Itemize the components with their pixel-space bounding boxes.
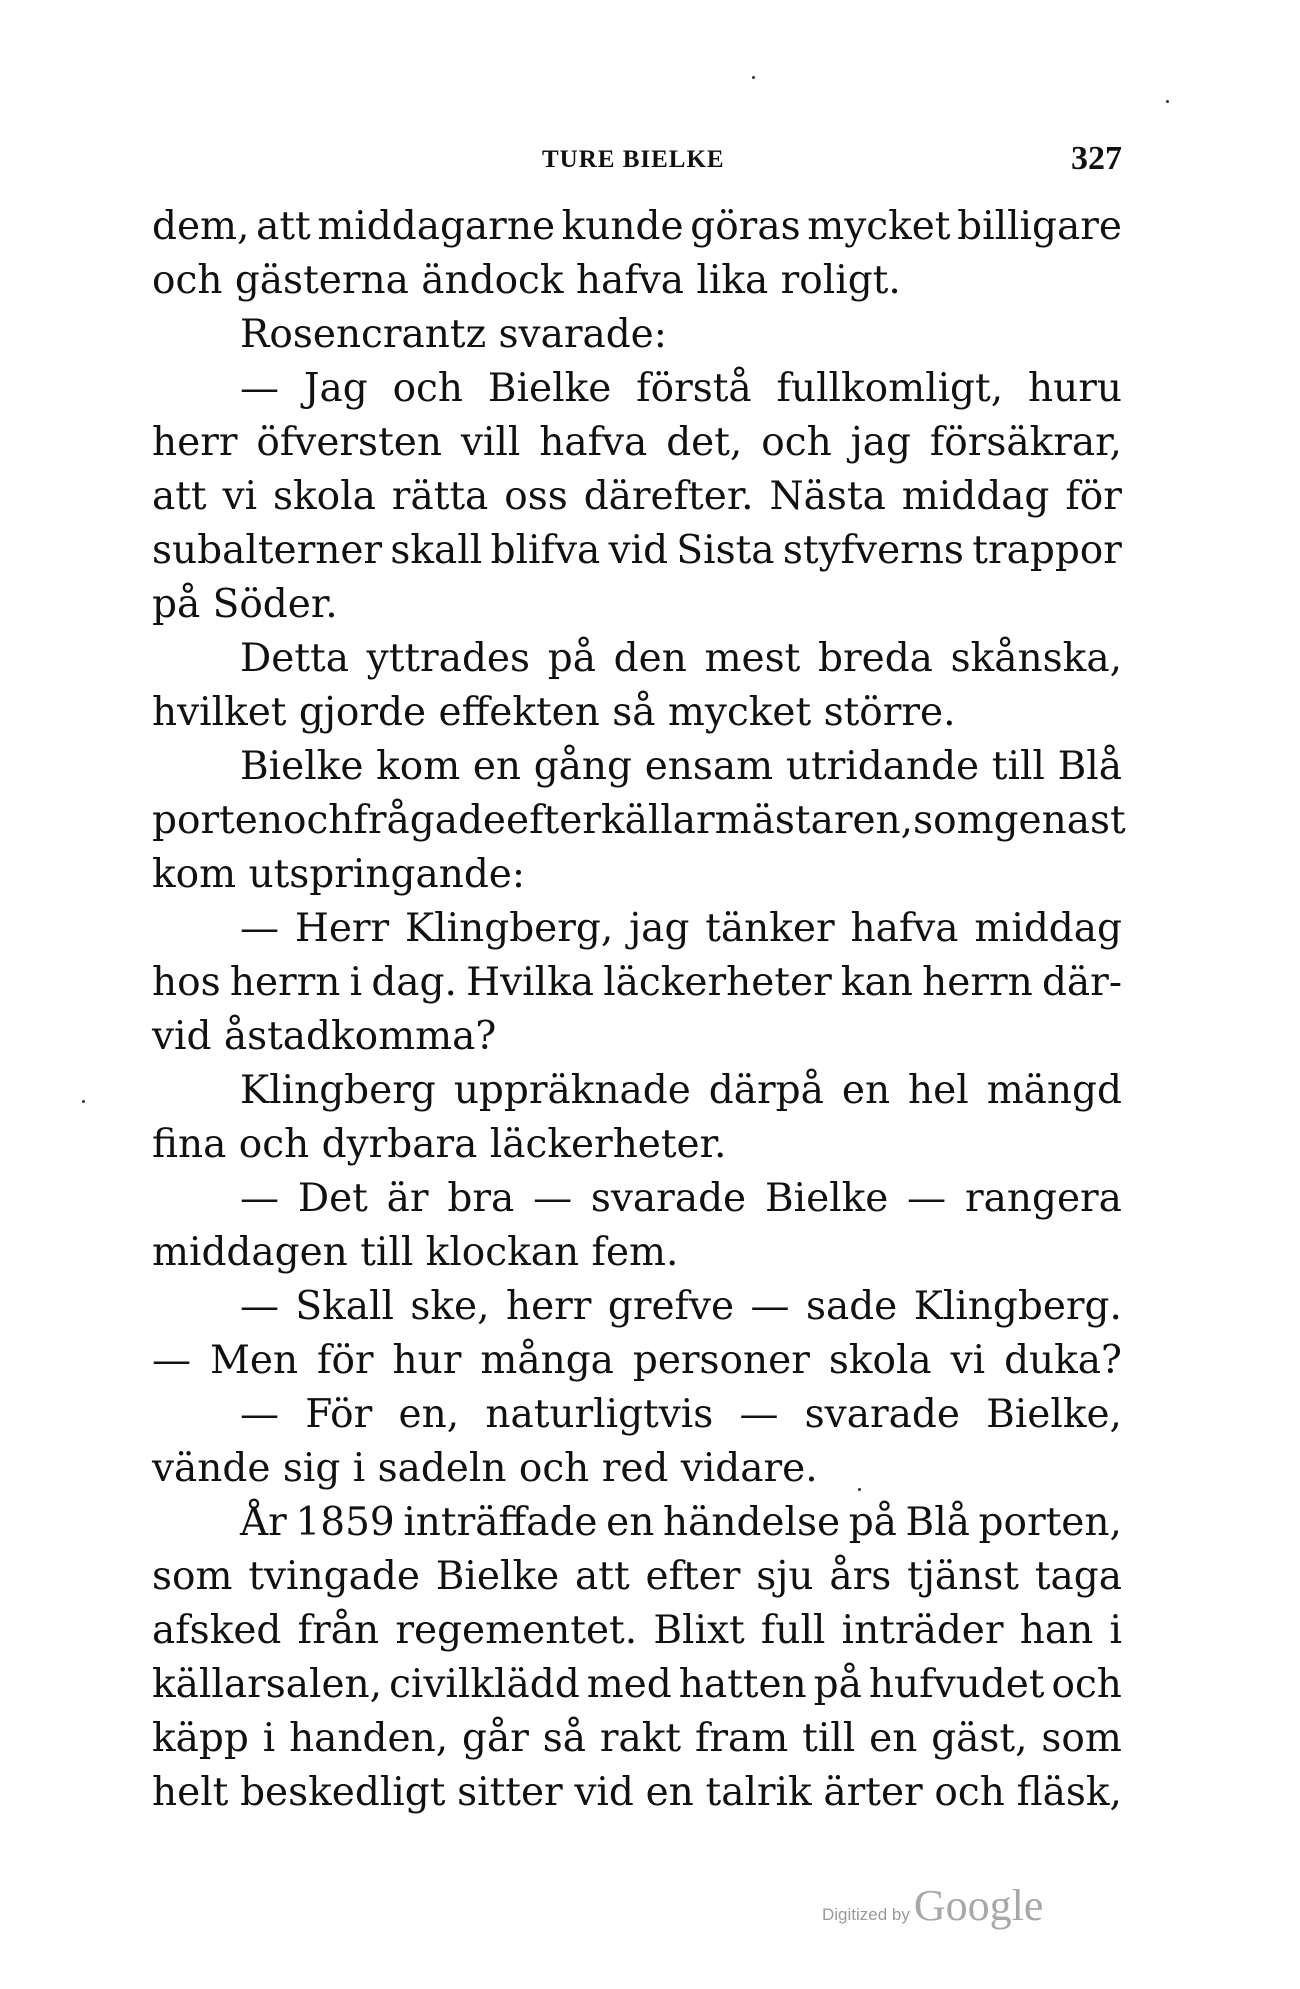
scan-speck <box>1166 100 1169 103</box>
word: vid <box>608 528 669 573</box>
word: mängd <box>986 1068 1122 1113</box>
word: käpp <box>152 1716 249 1761</box>
word: ärter <box>823 1770 923 1815</box>
word: svarade <box>804 1392 960 1437</box>
word: hos <box>152 960 221 1005</box>
word: och <box>934 1770 1005 1815</box>
word: huru <box>1027 366 1122 411</box>
word: genast <box>993 798 1126 843</box>
word: naturligtvis <box>485 1392 714 1437</box>
word: vi <box>950 1338 986 1383</box>
word: — <box>240 906 279 951</box>
word: öfversten <box>256 420 442 465</box>
text-line <box>152 740 1122 794</box>
word: Blå <box>1057 744 1122 789</box>
word: hur <box>392 1338 462 1383</box>
word: en <box>869 1716 918 1761</box>
word: herr <box>152 420 238 465</box>
word: i <box>349 960 363 1005</box>
word: subalterner <box>152 528 383 573</box>
word: Det <box>297 1176 368 1221</box>
word: att <box>256 204 311 249</box>
word: inträffade <box>403 1500 598 1545</box>
word: tjänst <box>907 1554 1019 1599</box>
text-line: hvilket gjorde effekten så mycket större. <box>152 690 956 735</box>
word: på <box>547 636 596 681</box>
text-line <box>152 902 1122 956</box>
word: många <box>480 1338 614 1383</box>
word: en <box>472 744 522 789</box>
word: källarmästaren, <box>600 798 914 843</box>
word: regementet. <box>395 1608 638 1653</box>
scan-speck <box>858 1488 861 1491</box>
word: en, <box>398 1392 460 1437</box>
word: — <box>240 1176 279 1221</box>
word: Nästa <box>769 474 886 519</box>
word: så <box>542 1716 586 1761</box>
word: mycket <box>807 204 951 249</box>
word: tvingade <box>248 1554 420 1599</box>
text-line <box>152 1604 1122 1658</box>
word: middag <box>974 906 1122 951</box>
word: en <box>606 1500 655 1545</box>
word: som <box>913 798 994 843</box>
word: hel <box>908 1068 969 1113</box>
text-line: på Söder. <box>152 582 338 627</box>
text-line <box>152 1712 1122 1766</box>
word: — <box>152 1338 191 1383</box>
word: Herr <box>294 906 390 951</box>
word: uppräknade <box>453 1068 691 1113</box>
word: Detta <box>240 636 349 681</box>
word: Klingberg. <box>913 1284 1122 1329</box>
word: sju <box>756 1554 814 1599</box>
word: att <box>575 1554 630 1599</box>
word: Bielke, <box>986 1392 1122 1437</box>
word: bra <box>447 1176 515 1221</box>
word: är <box>386 1176 429 1221</box>
word: det, <box>666 420 743 465</box>
word: som <box>1041 1716 1122 1761</box>
word: mest <box>704 636 801 681</box>
word: efter <box>506 798 601 843</box>
word: händelse <box>662 1500 841 1545</box>
word: — <box>240 1284 279 1329</box>
text-line: middagen till klockan fem. <box>152 1230 679 1275</box>
word: Bielke <box>487 366 612 411</box>
text-line <box>152 1496 1122 1550</box>
word: porten, <box>978 1500 1122 1545</box>
word: års <box>829 1554 892 1599</box>
text-line <box>152 1064 1122 1118</box>
word: hafva <box>850 906 959 951</box>
word: att <box>152 474 207 519</box>
word: hatten <box>678 1662 807 1707</box>
word: fram <box>694 1716 789 1761</box>
word: därefter. <box>583 474 754 519</box>
scan-speck <box>752 76 755 79</box>
word: — <box>739 1392 779 1437</box>
word: för <box>1065 474 1122 519</box>
word: beskedligt <box>240 1770 446 1815</box>
word: gång <box>533 744 633 789</box>
word: Jag <box>303 366 368 411</box>
word: skola <box>828 1338 932 1383</box>
scan-speck <box>82 1100 85 1103</box>
word: på <box>813 1662 862 1707</box>
word: vid <box>574 1770 634 1815</box>
text-line <box>152 1334 1122 1388</box>
word: yttrades <box>366 636 531 681</box>
word: 1859 <box>295 1500 395 1545</box>
word: inträder <box>841 1608 1004 1653</box>
word: för <box>317 1338 374 1383</box>
text-line <box>152 200 1122 254</box>
word: herrn <box>229 960 341 1005</box>
word: herrn <box>922 960 1033 1005</box>
word: afsked <box>152 1608 282 1653</box>
word: Bielke <box>240 744 364 789</box>
text-line <box>152 1172 1122 1226</box>
running-title: TURE BIELKE <box>542 146 725 173</box>
word: skånska, <box>950 636 1122 681</box>
word: Bielke <box>764 1176 889 1221</box>
word: göras <box>690 204 801 249</box>
text-line <box>152 524 1122 578</box>
word: ske, <box>410 1284 490 1329</box>
word: och <box>392 366 464 411</box>
word: därpå <box>708 1068 824 1113</box>
word: Skall <box>295 1284 394 1329</box>
word: svarade <box>590 1176 747 1221</box>
word: källarsalen, <box>152 1662 383 1707</box>
word: där- <box>1041 960 1122 1005</box>
word: till <box>991 744 1045 789</box>
word: dem, <box>152 204 250 249</box>
word: — <box>240 1392 279 1437</box>
word: — <box>750 1284 790 1329</box>
word: — <box>907 1176 947 1221</box>
word: civilklädd <box>389 1662 580 1707</box>
text-line <box>152 956 1122 1010</box>
word: hafva <box>539 420 648 465</box>
text-line <box>152 794 1126 848</box>
word: kan <box>840 960 913 1005</box>
word: vi <box>222 474 258 519</box>
word: helt <box>152 1770 229 1815</box>
word: jag <box>850 420 911 465</box>
word: porten <box>152 798 283 843</box>
word: kom <box>376 744 461 789</box>
word: För <box>305 1392 373 1437</box>
word: styfverns <box>782 528 964 573</box>
word: gäst, <box>931 1716 1028 1761</box>
word: efter <box>645 1554 741 1599</box>
word: middagarne <box>317 204 556 249</box>
word: en <box>645 1770 694 1815</box>
word: vill <box>460 420 521 465</box>
word: den <box>613 636 687 681</box>
google-logo: Google <box>913 1881 1044 1930</box>
word: handen, <box>289 1716 449 1761</box>
word: jag <box>629 906 690 951</box>
word: billigare <box>957 204 1122 249</box>
digitized-watermark <box>822 1880 1043 1931</box>
word: grefve <box>607 1284 735 1329</box>
word: utridande <box>785 744 980 789</box>
word: kunde <box>561 204 684 249</box>
text-line: och gästerna ändock hafva lika roligt. <box>152 258 901 303</box>
word: som <box>152 1554 233 1599</box>
word: fläsk, <box>1016 1770 1122 1815</box>
word: tänker <box>705 906 835 951</box>
text-line <box>152 1550 1122 1604</box>
word: taga <box>1034 1554 1122 1599</box>
word: rätta <box>391 474 489 519</box>
word: full <box>760 1608 826 1653</box>
word: i <box>1109 1608 1122 1653</box>
text-line: kom utspringande: <box>152 852 526 897</box>
text-line <box>152 1388 1122 1442</box>
word: och <box>1051 1662 1122 1707</box>
text-line: vände sig i sadeln och red vidare. <box>152 1446 818 1491</box>
word: med <box>586 1662 672 1707</box>
word: År <box>240 1500 287 1545</box>
word: frågade <box>353 798 507 843</box>
text-line <box>152 1766 1122 1820</box>
word: från <box>297 1608 380 1653</box>
word: Sista <box>676 528 775 573</box>
word: — <box>240 366 279 411</box>
text-line <box>152 1658 1122 1712</box>
word: och <box>761 420 832 465</box>
watermark-caption: Digitized by <box>822 1905 910 1924</box>
word: försäkrar, <box>929 420 1122 465</box>
word: Blixt <box>653 1608 745 1653</box>
word: Men <box>209 1338 299 1383</box>
text-line: vid åstadkomma? <box>152 1014 497 1059</box>
word: rakt <box>599 1716 682 1761</box>
text-line <box>152 1280 1122 1334</box>
word: sitter <box>457 1770 563 1815</box>
word: trappor <box>972 528 1122 573</box>
word: personer <box>632 1338 810 1383</box>
word: och <box>282 798 354 843</box>
word: talrik <box>705 1770 812 1815</box>
text-line <box>152 470 1122 524</box>
word: läckerheter <box>603 960 832 1005</box>
running-header <box>152 140 1122 180</box>
word: middag <box>901 474 1050 519</box>
word: går <box>461 1716 529 1761</box>
word: sade <box>805 1284 898 1329</box>
word: Hvilka <box>466 960 594 1005</box>
body-text <box>152 200 1126 1820</box>
word: rangera <box>964 1176 1122 1221</box>
text-line <box>152 362 1122 416</box>
word: hufvudet <box>868 1662 1045 1707</box>
word: till <box>802 1716 856 1761</box>
word: skall <box>390 528 483 573</box>
word: duka? <box>1004 1338 1122 1383</box>
word: Bielke <box>435 1554 560 1599</box>
page-number: 327 <box>1071 140 1122 177</box>
word: — <box>533 1176 573 1221</box>
word: Klingberg, <box>405 906 614 951</box>
word: dag. <box>371 960 457 1005</box>
word: Klingberg <box>240 1068 436 1113</box>
word: han <box>1019 1608 1094 1653</box>
word: skola <box>273 474 376 519</box>
text-line <box>152 416 1122 470</box>
word: i <box>262 1716 276 1761</box>
word: en <box>841 1068 891 1113</box>
word: på <box>848 1500 897 1545</box>
word: ensam <box>644 744 774 789</box>
text-line: fina och dyrbara läckerheter. <box>152 1122 727 1167</box>
word: herr <box>505 1284 592 1329</box>
word: blifva <box>490 528 601 573</box>
word: Blå <box>905 1500 970 1545</box>
word: breda <box>818 636 933 681</box>
text-line <box>152 632 1122 686</box>
text-line: Rosencrantz svarade: <box>240 312 667 357</box>
word: förstå <box>636 366 752 411</box>
word: oss <box>504 474 568 519</box>
word: fullkomligt, <box>776 366 1004 411</box>
